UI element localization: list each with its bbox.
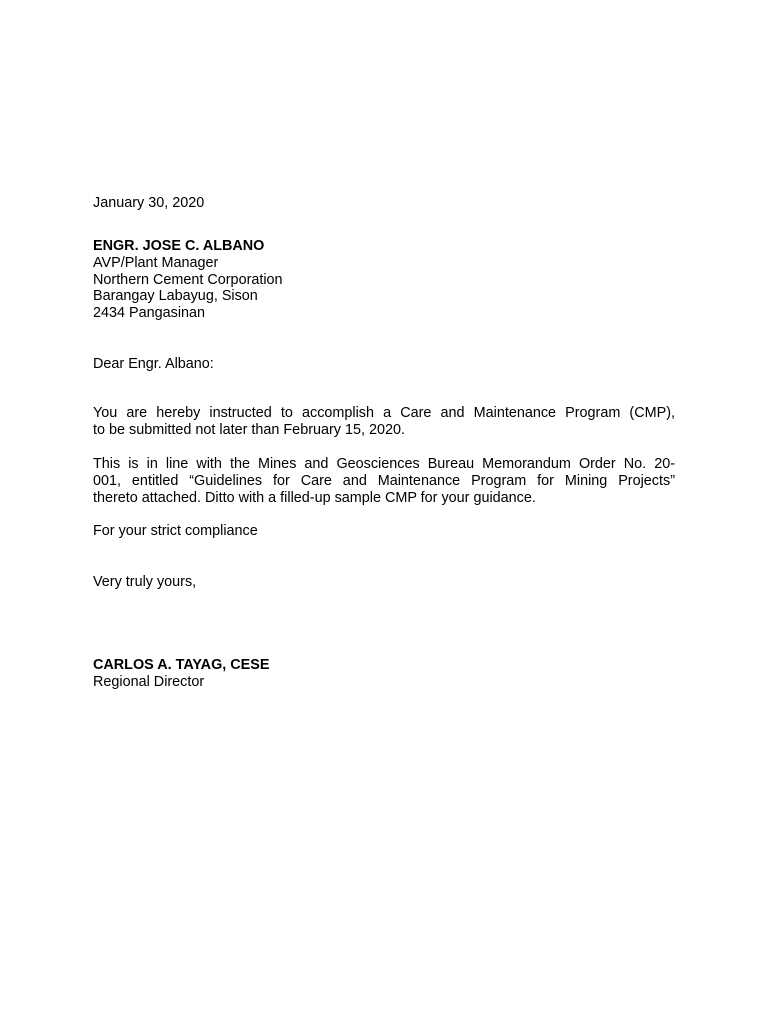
body-paragraph-1 [93,405,675,439]
paragraph-1-line-2: to be submitted not later than February 15, 2020. [93,421,405,438]
recipient-address-line2: 2434 Pangasinan [93,305,206,322]
paragraph-2-line-3: thereto attached. Ditto with a filled-up sample CMP for your guidance. [93,489,536,506]
signature-block [93,657,675,691]
compliance-line [93,523,675,540]
body-paragraph-2 [93,456,675,506]
closing-text: Very truly yours, [93,574,197,590]
salutation [93,356,675,373]
recipient-address-line1: Barangay Labayug, Sison [93,288,258,305]
signatory-title: Regional Director [93,673,205,690]
compliance-text: For your strict compliance [93,523,258,539]
paragraph-2-line-1: This is in line with the Mines and Geosciences Bureau Memorandum Order No. 20- [93,456,675,472]
paragraph-2-line-2: 001, entitled “Guidelines for Care and Maintenance Program for Mining Projects” [93,472,675,489]
recipient-title: AVP/Plant Manager [93,254,219,271]
recipient-company: Northern Cement Corporation [93,271,283,288]
closing [93,574,675,591]
signatory-name: CARLOS A. TAYAG, CESE [93,657,270,673]
paragraph-1-line-1: You are hereby instructed to accomplish a Care and Maintenance Program (CMP), [93,405,675,421]
recipient-name: ENGR. JOSE C. ALBANO [93,238,265,254]
salutation-text: Dear Engr. Albano: [93,356,214,372]
recipient-block [93,238,675,322]
letter-date [93,195,675,212]
date-text: January 30, 2020 [93,195,205,211]
